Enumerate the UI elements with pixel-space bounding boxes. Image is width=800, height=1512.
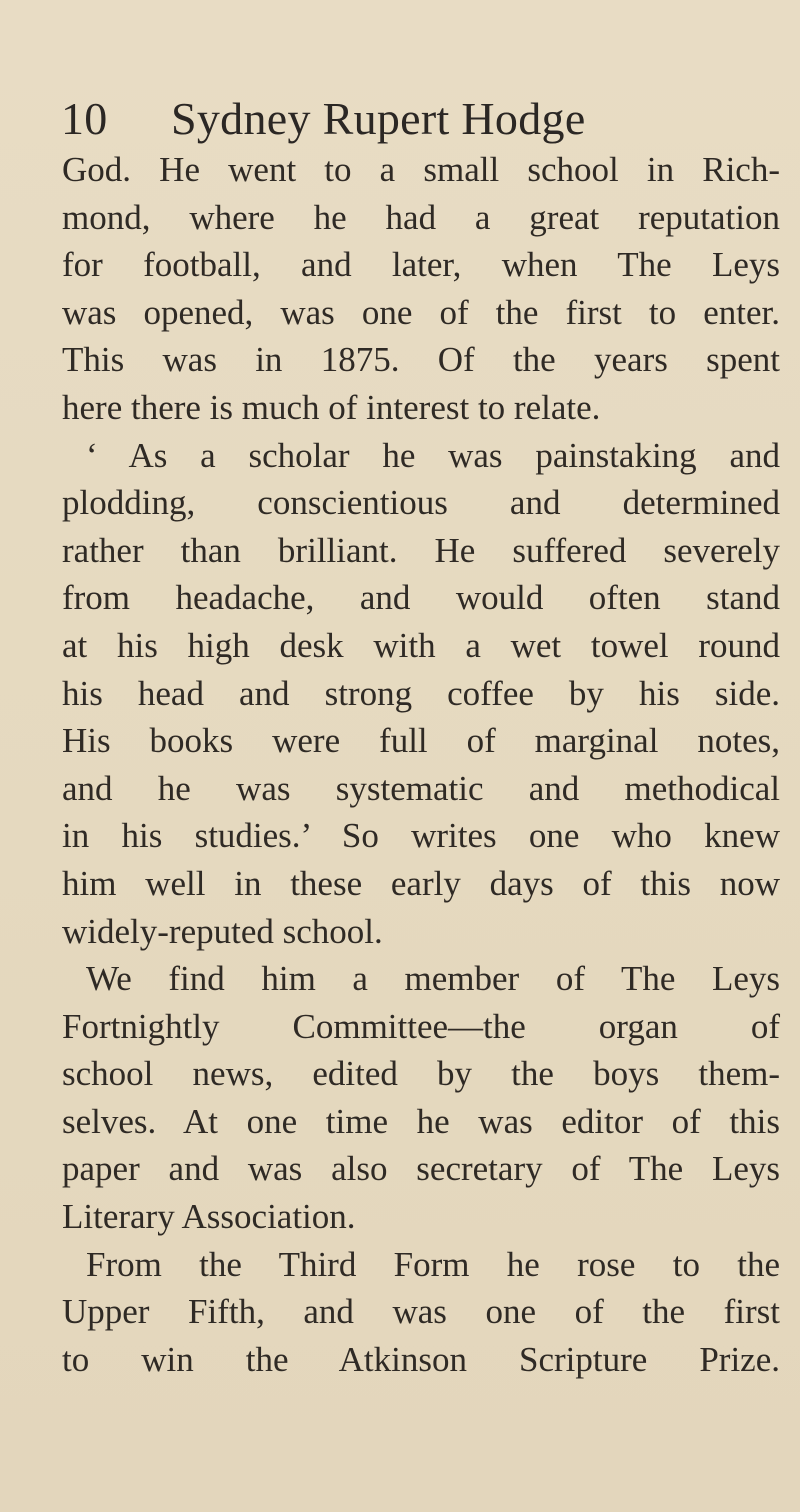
text-line: here there is much of interest to relate. (62, 387, 601, 427)
text-line: paper and was also secretary of The Leys (62, 1149, 780, 1189)
text-line: selves. At one time he was editor of this (62, 1101, 780, 1141)
text-line: Fortnightly Committee—the organ of (62, 1006, 780, 1046)
text-line: was opened, was one of the first to enter. (62, 292, 780, 332)
text-line: mond, where he had a great reputation (62, 197, 780, 237)
text-line: Literary Association. (62, 1197, 356, 1237)
text-line: God. He went to a small school in Rich- (62, 150, 780, 189)
running-head (61, 92, 586, 145)
text-line: his head and strong coffee by his side. (62, 673, 780, 713)
text-line: rather than brilliant. He suffered severely (62, 530, 780, 570)
text-line: ‘ As a scholar he was painstaking and (86, 435, 780, 475)
body-text (62, 146, 780, 1383)
text-line: plodding, conscientious and determined (62, 483, 780, 523)
text-line: him well in these early days of this now (62, 863, 780, 903)
text-line: for football, and later, when The Leys (62, 245, 780, 285)
text-line: at his high desk with a wet towel round (62, 625, 780, 665)
text-line: to win the Atkinson Scripture Prize. (62, 1339, 780, 1379)
page-number: 10 (61, 93, 108, 144)
text-line: Upper Fifth, and was one of the first (62, 1292, 780, 1332)
text-line: school news, edited by the boys them- (62, 1054, 780, 1094)
text-line: From the Third Form he rose to the (86, 1244, 780, 1284)
text-line: This was in 1875. Of the years spent (62, 340, 780, 380)
text-line: His books were full of marginal notes, (62, 721, 780, 761)
text-line: and he was systematic and methodical (62, 768, 780, 808)
text-line: We find him a member of The Leys (86, 959, 780, 999)
running-title: Sydney Rupert Hodge (171, 93, 586, 144)
text-line: in his studies.’ So writes one who knew (62, 816, 780, 856)
text-line: widely-reputed school. (62, 911, 383, 951)
text-line: from headache, and would often stand (62, 578, 780, 618)
